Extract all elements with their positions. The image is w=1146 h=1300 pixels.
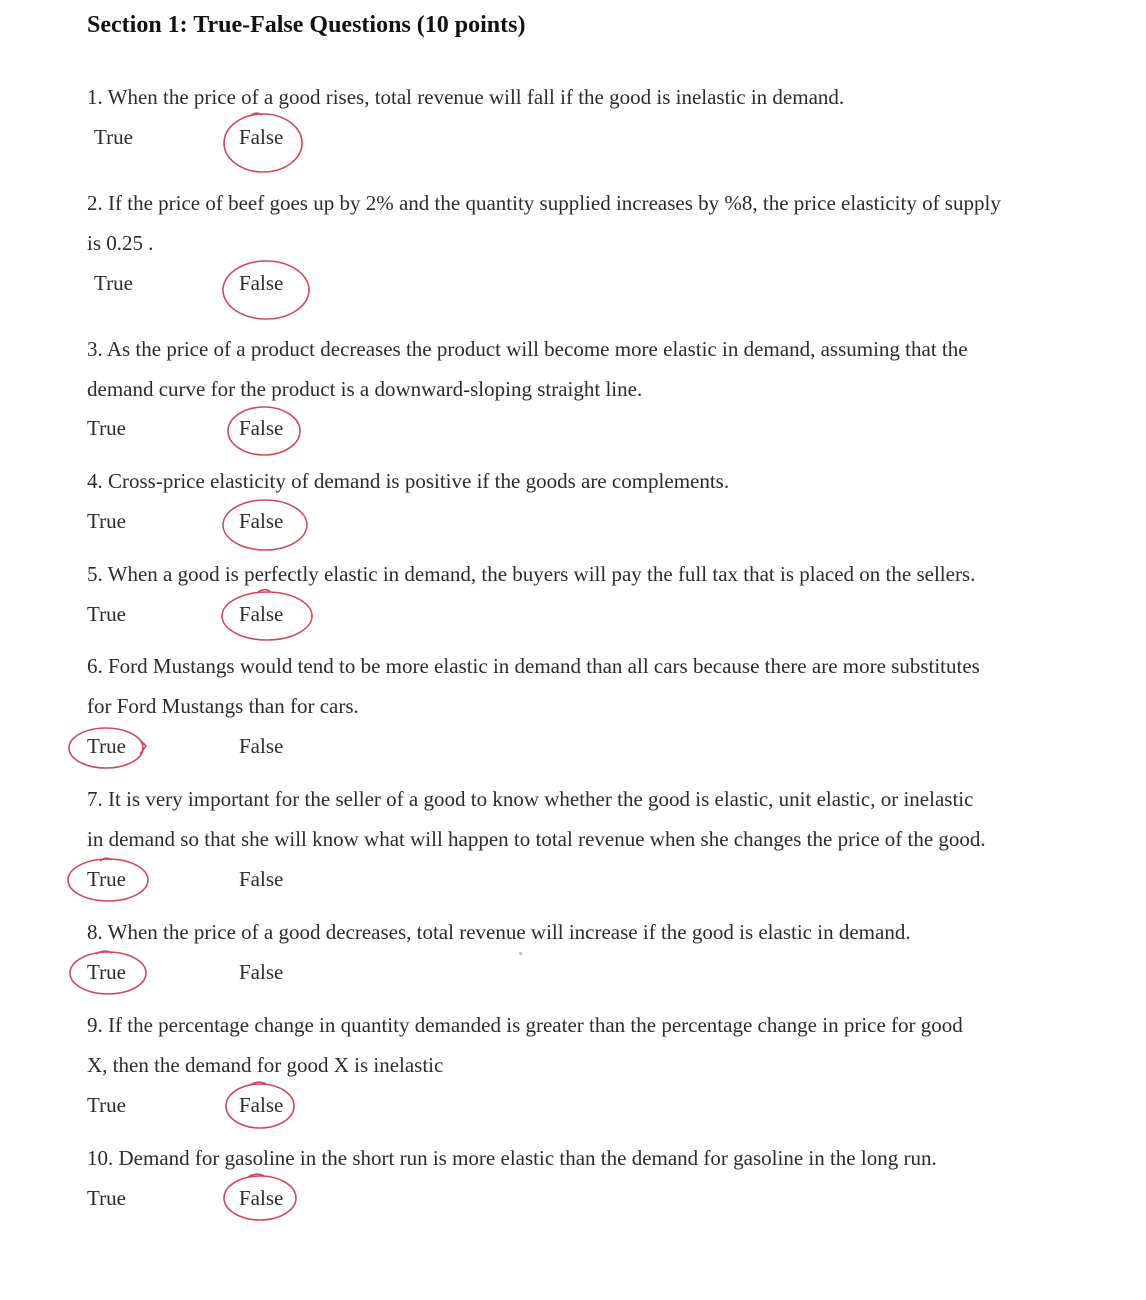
question-10-false-option[interactable]: False [239,1186,284,1210]
question-1-false-option[interactable]: False [239,125,284,149]
question-8-text: 8. When the price of a good decreases, total revenue will increase if the good is elastic in demand. [87,920,911,944]
question-9-true-option[interactable]: True [87,1093,126,1117]
question-7-text-line-2: in demand so that she will know what will happen to total revenue when she changes the price of the good. [87,827,986,851]
question-3-text-line-2: demand curve for the product is a downward-sloping straight line. [87,377,643,401]
page-title: Section 1: True-False Questions (10 points) [87,12,526,38]
question-4-true-option[interactable]: True [87,509,126,533]
question-6-false-option[interactable]: False [239,734,284,758]
question-3-false-option[interactable]: False [239,416,284,440]
question-3-text-line-1: 3. As the price of a product decreases the product will become more elastic in demand, assuming that the [87,337,968,361]
question-9-false-option[interactable]: False [239,1093,284,1117]
question-3-true-option[interactable]: True [87,416,126,440]
question-5-true-option[interactable]: True [87,602,126,626]
stray-mark [519,952,522,955]
question-6-true-option[interactable]: True [87,734,126,758]
question-7-text-line-1: 7. It is very important for the seller of a good to know whether the good is elastic, unit elastic, or inelastic [87,787,974,811]
question-1-true-option[interactable]: True [94,125,133,149]
question-5-false-option[interactable]: False [239,602,284,626]
question-9-text-line-2: X, then the demand for good X is inelastic [87,1053,444,1077]
question-2-text-line-2: is 0.25 . [87,231,154,255]
question-5-text: 5. When a good is perfectly elastic in demand, the buyers will pay the full tax that is placed on the sellers. [87,562,976,586]
question-6-text-line-1: 6. Ford Mustangs would tend to be more elastic in demand than all cars because there are more substitutes [87,654,980,678]
question-4-false-option[interactable]: False [239,509,284,533]
question-8-false-option[interactable]: False [239,960,284,984]
question-6-text-line-2: for Ford Mustangs than for cars. [87,694,359,718]
question-1-text: 1. When the price of a good rises, total revenue will fall if the good is inelastic in demand. [87,85,845,109]
question-2-true-option[interactable]: True [94,271,133,295]
question-4-text: 4. Cross-price elasticity of demand is positive if the goods are complements. [87,469,730,493]
question-2-text-line-1: 2. If the price of beef goes up by 2% and the quantity supplied increases by %8, the price elasticity of supply [87,191,1001,215]
question-10-true-option[interactable]: True [87,1186,126,1210]
question-10-text: 10. Demand for gasoline in the short run is more elastic than the demand for gasoline in the long run. [87,1146,937,1170]
question-9-text-line-1: 9. If the percentage change in quantity demanded is greater than the percentage change in price for good [87,1013,963,1037]
question-7-true-option[interactable]: True [87,867,126,891]
question-7-false-option[interactable]: False [239,867,284,891]
question-2-false-option[interactable]: False [239,271,284,295]
question-8-true-option[interactable]: True [87,960,126,984]
